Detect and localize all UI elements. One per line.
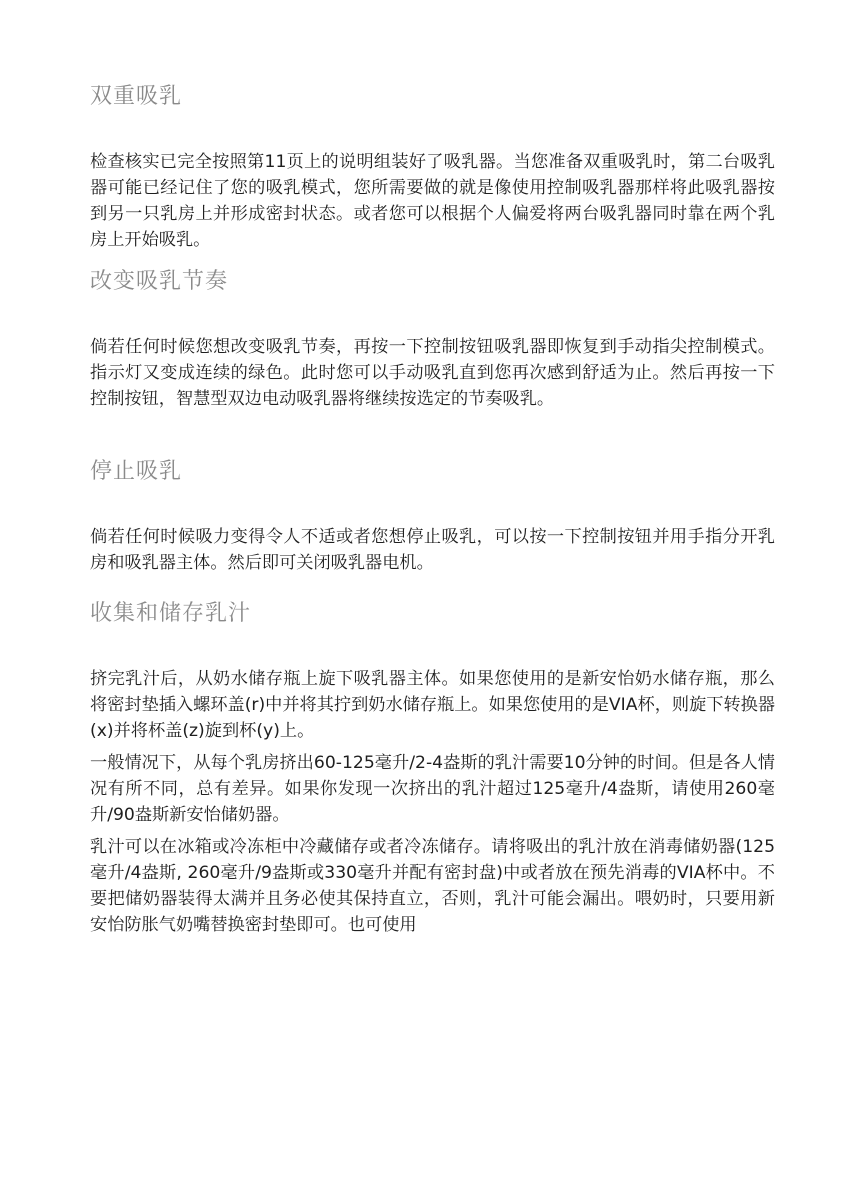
section-paragraph: 倘若任何时候您想改变吸乳节奏，再按一下控制按钮吸乳器即恢复到手动指尖控制模式。指示灯又变成连续的绿色。此时您可以手动吸乳直到您再次感到舒适为止。然后再按一下控制按钮，智慧型双边电动吸乳器将继续按选定的节奏吸乳。 — [90, 337, 775, 409]
section-title: 改变吸乳节奏 — [90, 269, 229, 294]
section-collect-store-milk — [90, 596, 775, 938]
section-paragraph: 挤完乳汁后，从奶水储存瓶上旋下吸乳器主体。如果您使用的是新安怡奶水储存瓶，那么将密封垫插入螺环盖(r)中并将其拧到奶水储存瓶上。如果您使用的是VIA杯，则旋下转换器(x)并将杯盖(z)旋到杯(y)上。 — [90, 669, 776, 741]
section-paragraph: 一般情况下，从每个乳房挤出60-125毫升/2-4盎斯的乳汁需要10分钟的时间。但是各人情况有所不同，总有差异。如果你发现一次挤出的乳汁超过125毫升/4盎斯，请使用260毫升/90盎斯新安怡储奶器。 — [90, 753, 775, 825]
section-paragraph: 乳汁可以在冰箱或冷冻柜中冷藏储存或者冷冻储存。请将吸出的乳汁放在消毒储奶器(125毫升/4盎斯, 260毫升/9盎斯或330毫升并配有密封盘)中或者放在预先消毒的VIA杯中。不要把储奶器装得太满并且务必使其保持直立，否则，乳汁可能会漏出。喂奶时，只要用新安怡防胀气奶嘴替换密封垫即可。也可使用 — [90, 837, 775, 935]
section-title: 双重吸乳 — [90, 84, 183, 109]
section-title: 停止吸乳 — [90, 459, 183, 484]
section-change-rhythm — [90, 264, 775, 412]
section-title: 收集和储存乳汁 — [90, 601, 252, 626]
section-paragraph: 倘若任何时候吸力变得令人不适或者您想停止吸乳，可以按一下控制按钮并用手指分开乳房和吸乳器主体。然后即可关闭吸乳器电机。 — [90, 527, 775, 573]
section-stop-pumping — [90, 454, 775, 576]
section-paragraph: 检查核实已完全按照第11页上的说明组装好了吸乳器。当您准备双重吸乳时，第二台吸乳器可能已经记住了您的吸乳模式，您所需要做的就是像使用控制吸乳器那样将此吸乳器按到另一只乳房上并形成密封状态。或者您可以根据个人偏爱将两台吸乳器同时靠在两个乳房上开始吸乳。 — [90, 152, 775, 250]
section-double-pumping — [90, 79, 775, 253]
